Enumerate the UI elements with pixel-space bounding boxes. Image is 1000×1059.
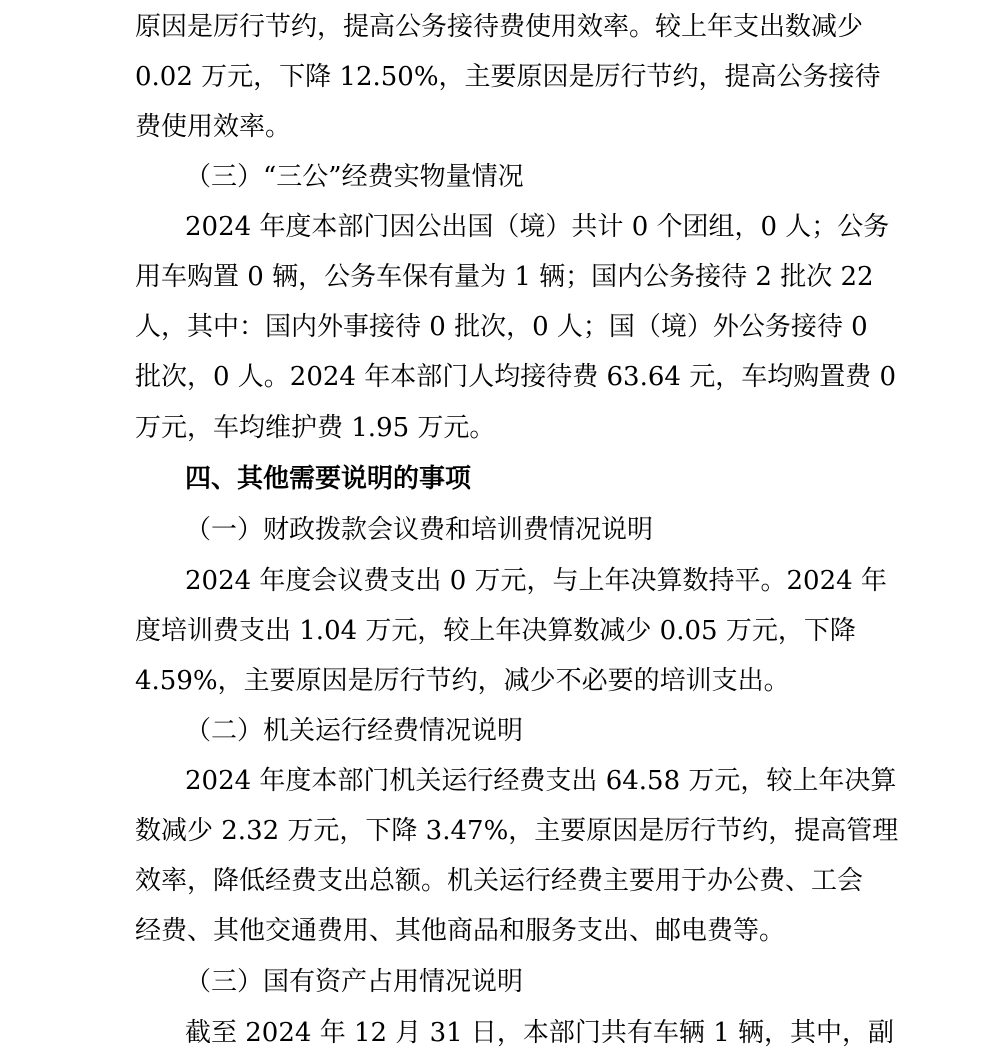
body-line: 2024 年度本部门机关运行经费支出 64.58 万元，较上年决算 — [185, 766, 897, 796]
subsection-heading: （三）国有资产占用情况说明 — [185, 967, 524, 997]
subsection-heading: （一）财政拨款会议费和培训费情况说明 — [185, 515, 654, 545]
body-line: 4.59%，主要原因是厉行节约，减少不必要的培训支出。 — [135, 666, 790, 696]
body-line: 费使用效率。 — [135, 112, 292, 142]
body-line: 人，其中：国内外事接待 0 批次，0 人；国（境）外公务接待 0 — [135, 312, 868, 342]
subsection-heading: （三）“三公”经费实物量情况 — [185, 162, 524, 192]
body-line: 截至 2024 年 12 月 31 日，本部门共有车辆 1 辆，其中，副 — [185, 1018, 894, 1048]
body-line: 用车购置 0 辆，公务车保有量为 1 辆；国内公务接待 2 批次 22 — [135, 262, 874, 292]
body-line: 2024 年度会议费支出 0 万元，与上年决算数持平。2024 年 — [185, 566, 887, 596]
body-line: 万元，车均维护费 1.95 万元。 — [135, 413, 496, 443]
body-line: 度培训费支出 1.04 万元，较上年决算数减少 0.05 万元，下降 — [135, 616, 856, 646]
body-line: 0.02 万元，下降 12.50%，主要原因是厉行节约，提高公务接待 — [135, 62, 881, 92]
subsection-heading: （二）机关运行经费情况说明 — [185, 716, 524, 746]
body-line: 数减少 2.32 万元，下降 3.47%，主要原因是厉行节约，提高管理 — [135, 816, 899, 846]
body-line: 经费、其他交通费用、其他商品和服务支出、邮电费等。 — [135, 916, 786, 946]
body-line: 2024 年度本部门因公出国（境）共计 0 个团组，0 人；公务 — [185, 212, 890, 242]
section-heading: 四、其他需要说明的事项 — [185, 464, 472, 494]
body-line: 效率，降低经费支出总额。机关运行经费主要用于办公费、工会 — [135, 866, 864, 896]
body-line: 批次，0 人。2024 年本部门人均接待费 63.64 元，车均购置费 0 — [135, 362, 897, 392]
body-line: 原因是厉行节约，提高公务接待费使用效率。较上年支出数减少 — [135, 12, 864, 42]
